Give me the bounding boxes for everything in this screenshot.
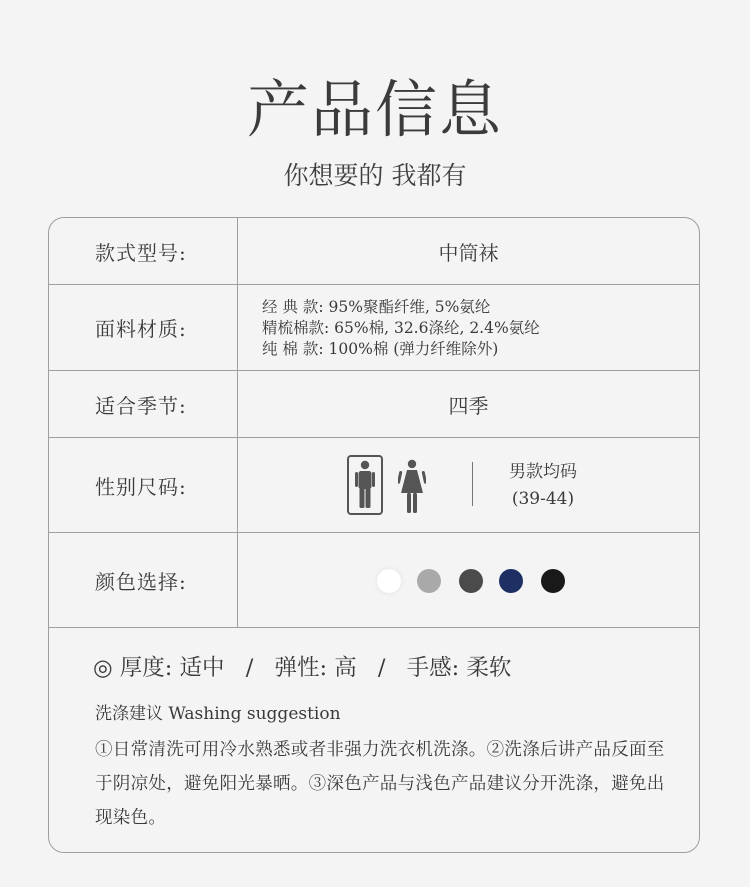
bullet-icon: ◎ (93, 655, 113, 681)
season-value: 四季 (448, 393, 489, 418)
material-lines (262, 297, 540, 360)
color-swatch[interactable] (417, 569, 441, 593)
size-range: (39-44) (511, 489, 575, 509)
color-swatch[interactable] (541, 569, 565, 593)
gender-size-label: 性别尺码: (49, 438, 238, 532)
color-swatch[interactable] (459, 569, 483, 593)
elasticity-value: 高 (334, 655, 357, 681)
colors-label: 颜色选择: (49, 533, 238, 627)
size-divider (472, 462, 473, 506)
season-label: 适合季节: (49, 371, 238, 437)
row-gender-size (49, 438, 699, 533)
page-subtitle: 你想要的 我都有 (283, 161, 467, 190)
separator: / (377, 655, 386, 681)
washing-title: 洗涤建议 Washing suggestion (95, 704, 341, 724)
style-value: 中筒袜 (438, 240, 499, 265)
attributes-line (93, 650, 511, 682)
row-style (49, 218, 699, 285)
thickness-value: 适中 (179, 655, 225, 681)
male-figure-icon (347, 455, 383, 515)
row-colors (49, 533, 699, 628)
material-line-classic: 经 典 款: 95%聚酯纤维, 5%氨纶 (262, 298, 491, 316)
elasticity-label: 弹性: (274, 655, 328, 681)
size-title: 男款均码 (509, 462, 577, 482)
color-swatch[interactable] (377, 569, 401, 593)
female-figure-icon (398, 459, 426, 519)
material-line-combed-cotton: 精梳棉款: 65%棉, 32.6涤纶, 2.4%氨纶 (262, 319, 540, 337)
product-info-card (48, 217, 700, 853)
washing-text: ①日常清洗可用冷水熟悉或者非强力洗衣机洗涤。②洗涤后讲产品反面至于阴凉处，避免阳光暴晒。③深色产品与浅色产品建议分开洗涤，避免出现染色。 (95, 740, 665, 828)
row-season (49, 371, 699, 438)
material-label: 面料材质: (49, 285, 238, 370)
page-title: 产品信息 (246, 73, 503, 146)
style-label: 款式型号: (49, 218, 238, 284)
material-line-pure-cotton: 纯 棉 款: 100%棉 (弹力纤维除外) (262, 340, 499, 358)
size-info (489, 459, 597, 513)
separator: / (245, 655, 254, 681)
color-swatch[interactable] (499, 569, 523, 593)
feel-label: 手感: (406, 655, 460, 681)
row-material (49, 285, 699, 371)
thickness-label: 厚度: (119, 655, 173, 681)
feel-value: 柔软 (466, 655, 512, 681)
